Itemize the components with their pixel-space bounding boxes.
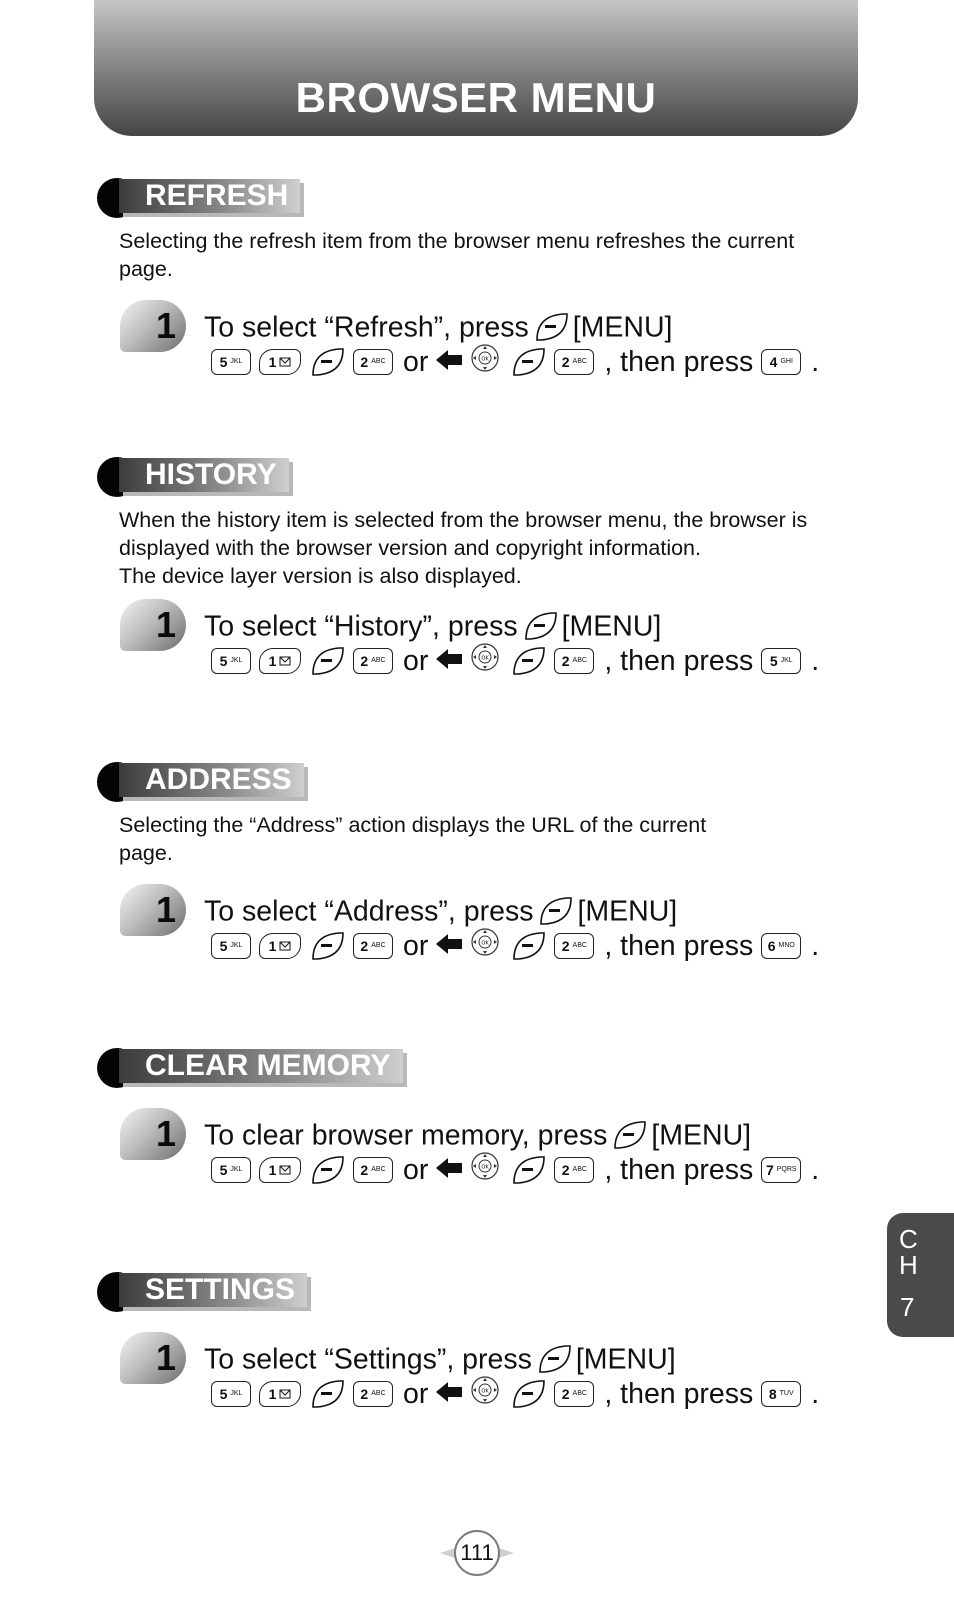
key-5-icon: 5 JKL [211,1157,251,1183]
page-title: BROWSER MENU [295,74,657,121]
description-line: Selecting the “Address” action displays the URL of the current [119,813,707,837]
or-text: or [403,1154,429,1186]
send-soft-key-icon [309,929,345,963]
soft-key-menu-icon [533,310,569,344]
key-2-icon: 2 ABC [353,349,393,375]
soft-key-menu-icon [522,609,558,643]
final-key-icon: 8 TUV [761,1381,801,1407]
step-number-badge: 1 [120,884,186,936]
key-2-icon: 2 ABC [353,648,393,674]
step-number-badge: 1 [120,599,186,651]
description-line: displayed with the browser version and copyright information. [119,536,701,560]
description-line: When the history item is selected from the browser menu, the browser is [119,508,808,532]
key-2-icon: 2 ABC [554,1381,594,1407]
then-press-text: , then press [604,930,754,962]
send-soft-key-icon [309,1153,345,1187]
menu-label: [MENU] [651,1119,752,1152]
final-key-icon: 4 GHI [761,349,801,375]
nav-ok-key-icon [470,642,500,681]
chapter-tab-h: H [899,1250,918,1280]
menu-label: [MENU] [561,610,662,643]
left-arrow-icon [436,928,462,964]
step-key-sequence [207,1152,819,1188]
left-arrow-icon [436,344,462,380]
key-2-icon: 2 ABC [353,1157,393,1183]
send-soft-key-icon [510,1377,546,1411]
left-arrow-icon [436,1152,462,1188]
nav-ok-key-icon [470,1151,500,1190]
chapter-tab-c: C [899,1224,918,1254]
svg-text:OK: OK [481,1164,489,1170]
soft-key-menu-icon [611,1118,647,1152]
sentence-end: . [811,346,820,378]
section-heading-label: HISTORY [119,458,289,492]
step-number-badge: 1 [120,300,186,352]
section-description [119,506,899,590]
description-line: page. [119,257,173,281]
sentence-end: . [811,645,820,677]
or-text: or [403,1378,429,1410]
step-key-sequence [207,344,819,380]
soft-key-menu-icon [537,894,573,928]
nav-ok-key-icon [470,343,500,382]
step-key-sequence [207,928,819,964]
key-1-message-icon: 1 [259,1381,301,1407]
key-1-message-icon: 1 [259,648,301,674]
sentence-end: . [811,1154,820,1186]
description-line: page. [119,841,173,865]
svg-text:OK: OK [481,655,489,661]
step-instruction-line [204,1116,751,1153]
send-soft-key-icon [309,644,345,678]
svg-text:OK: OK [481,1388,489,1394]
menu-label: [MENU] [572,311,673,344]
send-soft-key-icon [309,1377,345,1411]
or-text: or [403,346,429,378]
page-header [94,0,858,136]
key-1-message-icon: 1 [259,349,301,375]
key-2-icon: 2 ABC [353,933,393,959]
final-key-icon: 6 MNO [761,933,801,959]
sentence-end: . [811,930,820,962]
step-key-sequence [207,1376,819,1412]
section-heading-label: CLEAR MEMORY [119,1049,403,1083]
key-2-icon: 2 ABC [353,1381,393,1407]
then-press-text: , then press [604,346,754,378]
then-press-text: , then press [604,645,754,677]
send-soft-key-icon [309,345,345,379]
section-description [119,811,899,867]
send-soft-key-icon [510,345,546,379]
final-key-icon: 5 JKL [761,648,801,674]
step-instruction-text: To clear browser memory, press [204,1119,608,1152]
key-5-icon: 5 JKL [211,349,251,375]
key-5-icon: 5 JKL [211,648,251,674]
left-arrow-icon [436,643,462,679]
step-instruction-line [204,1340,676,1377]
step-instruction-text: To select “Address”, press [204,895,534,928]
send-soft-key-icon [510,1153,546,1187]
chapter-number: 7 [900,1292,915,1322]
send-soft-key-icon [510,644,546,678]
then-press-text: , then press [604,1378,754,1410]
sentence-end: . [811,1378,820,1410]
section-description [119,227,899,283]
step-instruction-text: To select “Settings”, press [204,1343,532,1376]
key-2-icon: 2 ABC [554,648,594,674]
step-instruction-text: To select “History”, press [204,610,518,643]
or-text: or [403,930,429,962]
menu-label: [MENU] [575,1343,676,1376]
nav-ok-key-icon [470,927,500,966]
send-soft-key-icon [510,929,546,963]
svg-text:OK: OK [481,940,489,946]
chapter-tab [887,1213,954,1337]
section-heading-label: SETTINGS [119,1273,307,1307]
nav-ok-key-icon [470,1375,500,1414]
final-key-icon: 7 PQRS [761,1157,801,1183]
section-heading-label: ADDRESS [119,763,304,797]
key-5-icon: 5 JKL [211,1381,251,1407]
key-2-icon: 2 ABC [554,1157,594,1183]
step-key-sequence [207,643,819,679]
step-instruction-line [204,607,661,644]
key-2-icon: 2 ABC [554,933,594,959]
or-text: or [403,645,429,677]
section-heading-label: REFRESH [119,179,300,213]
key-1-message-icon: 1 [259,1157,301,1183]
step-instruction-line [204,308,672,345]
description-line: Selecting the refresh item from the browser menu refreshes the current [119,229,795,253]
page-number: 111 [454,1530,500,1576]
step-instruction-line [204,892,677,929]
key-1-message-icon: 1 [259,933,301,959]
then-press-text: , then press [604,1154,754,1186]
description-line: The device layer version is also displayed. [119,564,522,588]
svg-text:OK: OK [481,356,489,362]
step-number-badge: 1 [120,1332,186,1384]
left-arrow-icon [436,1376,462,1412]
key-2-icon: 2 ABC [554,349,594,375]
menu-label: [MENU] [577,895,678,928]
key-5-icon: 5 JKL [211,933,251,959]
step-number-badge: 1 [120,1108,186,1160]
soft-key-menu-icon [536,1342,572,1376]
step-instruction-text: To select “Refresh”, press [204,311,529,344]
